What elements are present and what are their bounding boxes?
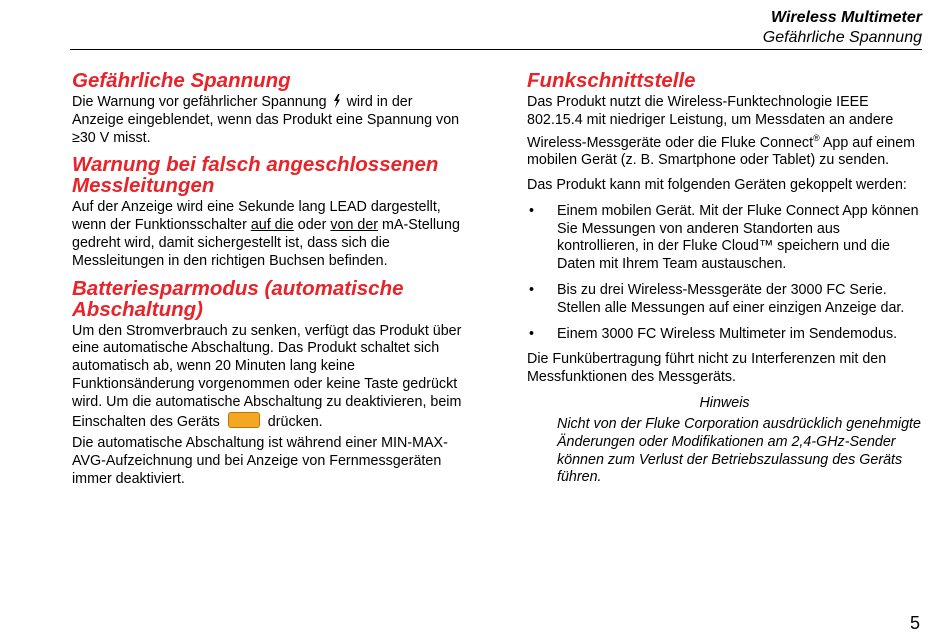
header-title: Wireless Multimeter: [770, 9, 922, 26]
note-text: Nicht von der Fluke Corporation ausdrücklich genehmigte Änderungen oder Modifikationen am 2,4-GHz-Sender können zum Verlust der Betriebszulassung des Geräts führen.: [557, 415, 921, 486]
radio-interface-text-3: Die Funkübertragung führt nicht zu Interferenzen mit den Messfunktionen des Messgeräts.: [527, 351, 887, 386]
device-list: [527, 203, 922, 344]
hazardous-voltage-text: Die Warnung vor gefährlicher Spannung wird in der Anzeige eingeblendet, wenn das Produkt eine Spannung von ≥30 V misst.: [72, 94, 460, 146]
section-title-battery-saver: Batteriesparmodus (automatische Abschaltung): [72, 276, 404, 321]
yellow-button-icon: [228, 412, 260, 428]
right-column: [527, 70, 922, 487]
section-title-hazardous-voltage: Gefährliche Spannung: [72, 69, 291, 92]
header-subtitle: Gefährliche Spannung: [762, 29, 922, 46]
section-title-radio-interface: Funkschnittstelle: [527, 69, 696, 92]
running-header: [763, 8, 922, 48]
note-title: Hinweis: [699, 394, 750, 411]
page-number: 5: [909, 613, 920, 633]
list-item: • Bis zu drei Wireless-Messgeräte der 3000 FC Serie. Stellen alle Messungen auf einer einzigen Anzeige dar.: [529, 281, 905, 316]
left-column: [72, 70, 467, 496]
section-title-lead-warning: Warnung bei falsch angeschlossenen Messleitungen: [72, 153, 439, 198]
lightning-bolt-icon: [333, 94, 341, 108]
list-item: • Einem 3000 FC Wireless Multimeter im Sendemodus.: [529, 325, 898, 342]
radio-interface-text-2: Das Produkt kann mit folgenden Geräten gekoppelt werden:: [527, 176, 907, 193]
header-rule: [70, 49, 922, 50]
list-item: • Einem mobilen Gerät. Mit der Fluke Connect App können Sie Messungen von anderen Standorten aus kontrollieren, in der Fluke Cloud™ speichern und die Daten mit Ihrem Team austauschen.: [529, 202, 919, 273]
battery-saver-text: Um den Stromverbrauch zu senken, verfügt das Produkt über eine automatische Abschaltung. Das Produkt schaltet sich automatisch ab, wenn 20 Minuten lang keine Funktionsänderung vorgenommen oder keine Taste gedrückt wird. Um die automatische Abschaltung zu deaktivieren, beim Einschalten des Geräts drücken.: [72, 322, 462, 430]
battery-saver-text-2: Die automatische Abschaltung ist während einer MIN-MAX-AVG-Aufzeichnung und bei Anzeige von Fernmessgeräten immer deaktiviert.: [72, 435, 448, 487]
radio-interface-text-1: Das Produkt nutzt die Wireless-Funktechnologie IEEE 802.15.4 mit niedriger Leistung, um Messdaten an andere Wireless-Messgeräte oder die Fluke Connect® App auf einem mobilen Gerät (z. B. Smartphone oder Tablet) zu senden.: [527, 94, 916, 169]
lead-warning-text: Auf der Anzeige wird eine Sekunde lang LEAD dargestellt, wenn der Funktionsschalter auf die oder von der mA-Stellung gedreht wird, damit sichergestellt ist, dass sich die Messleitungen in den richtigen Buchsen befinden.: [72, 199, 460, 269]
